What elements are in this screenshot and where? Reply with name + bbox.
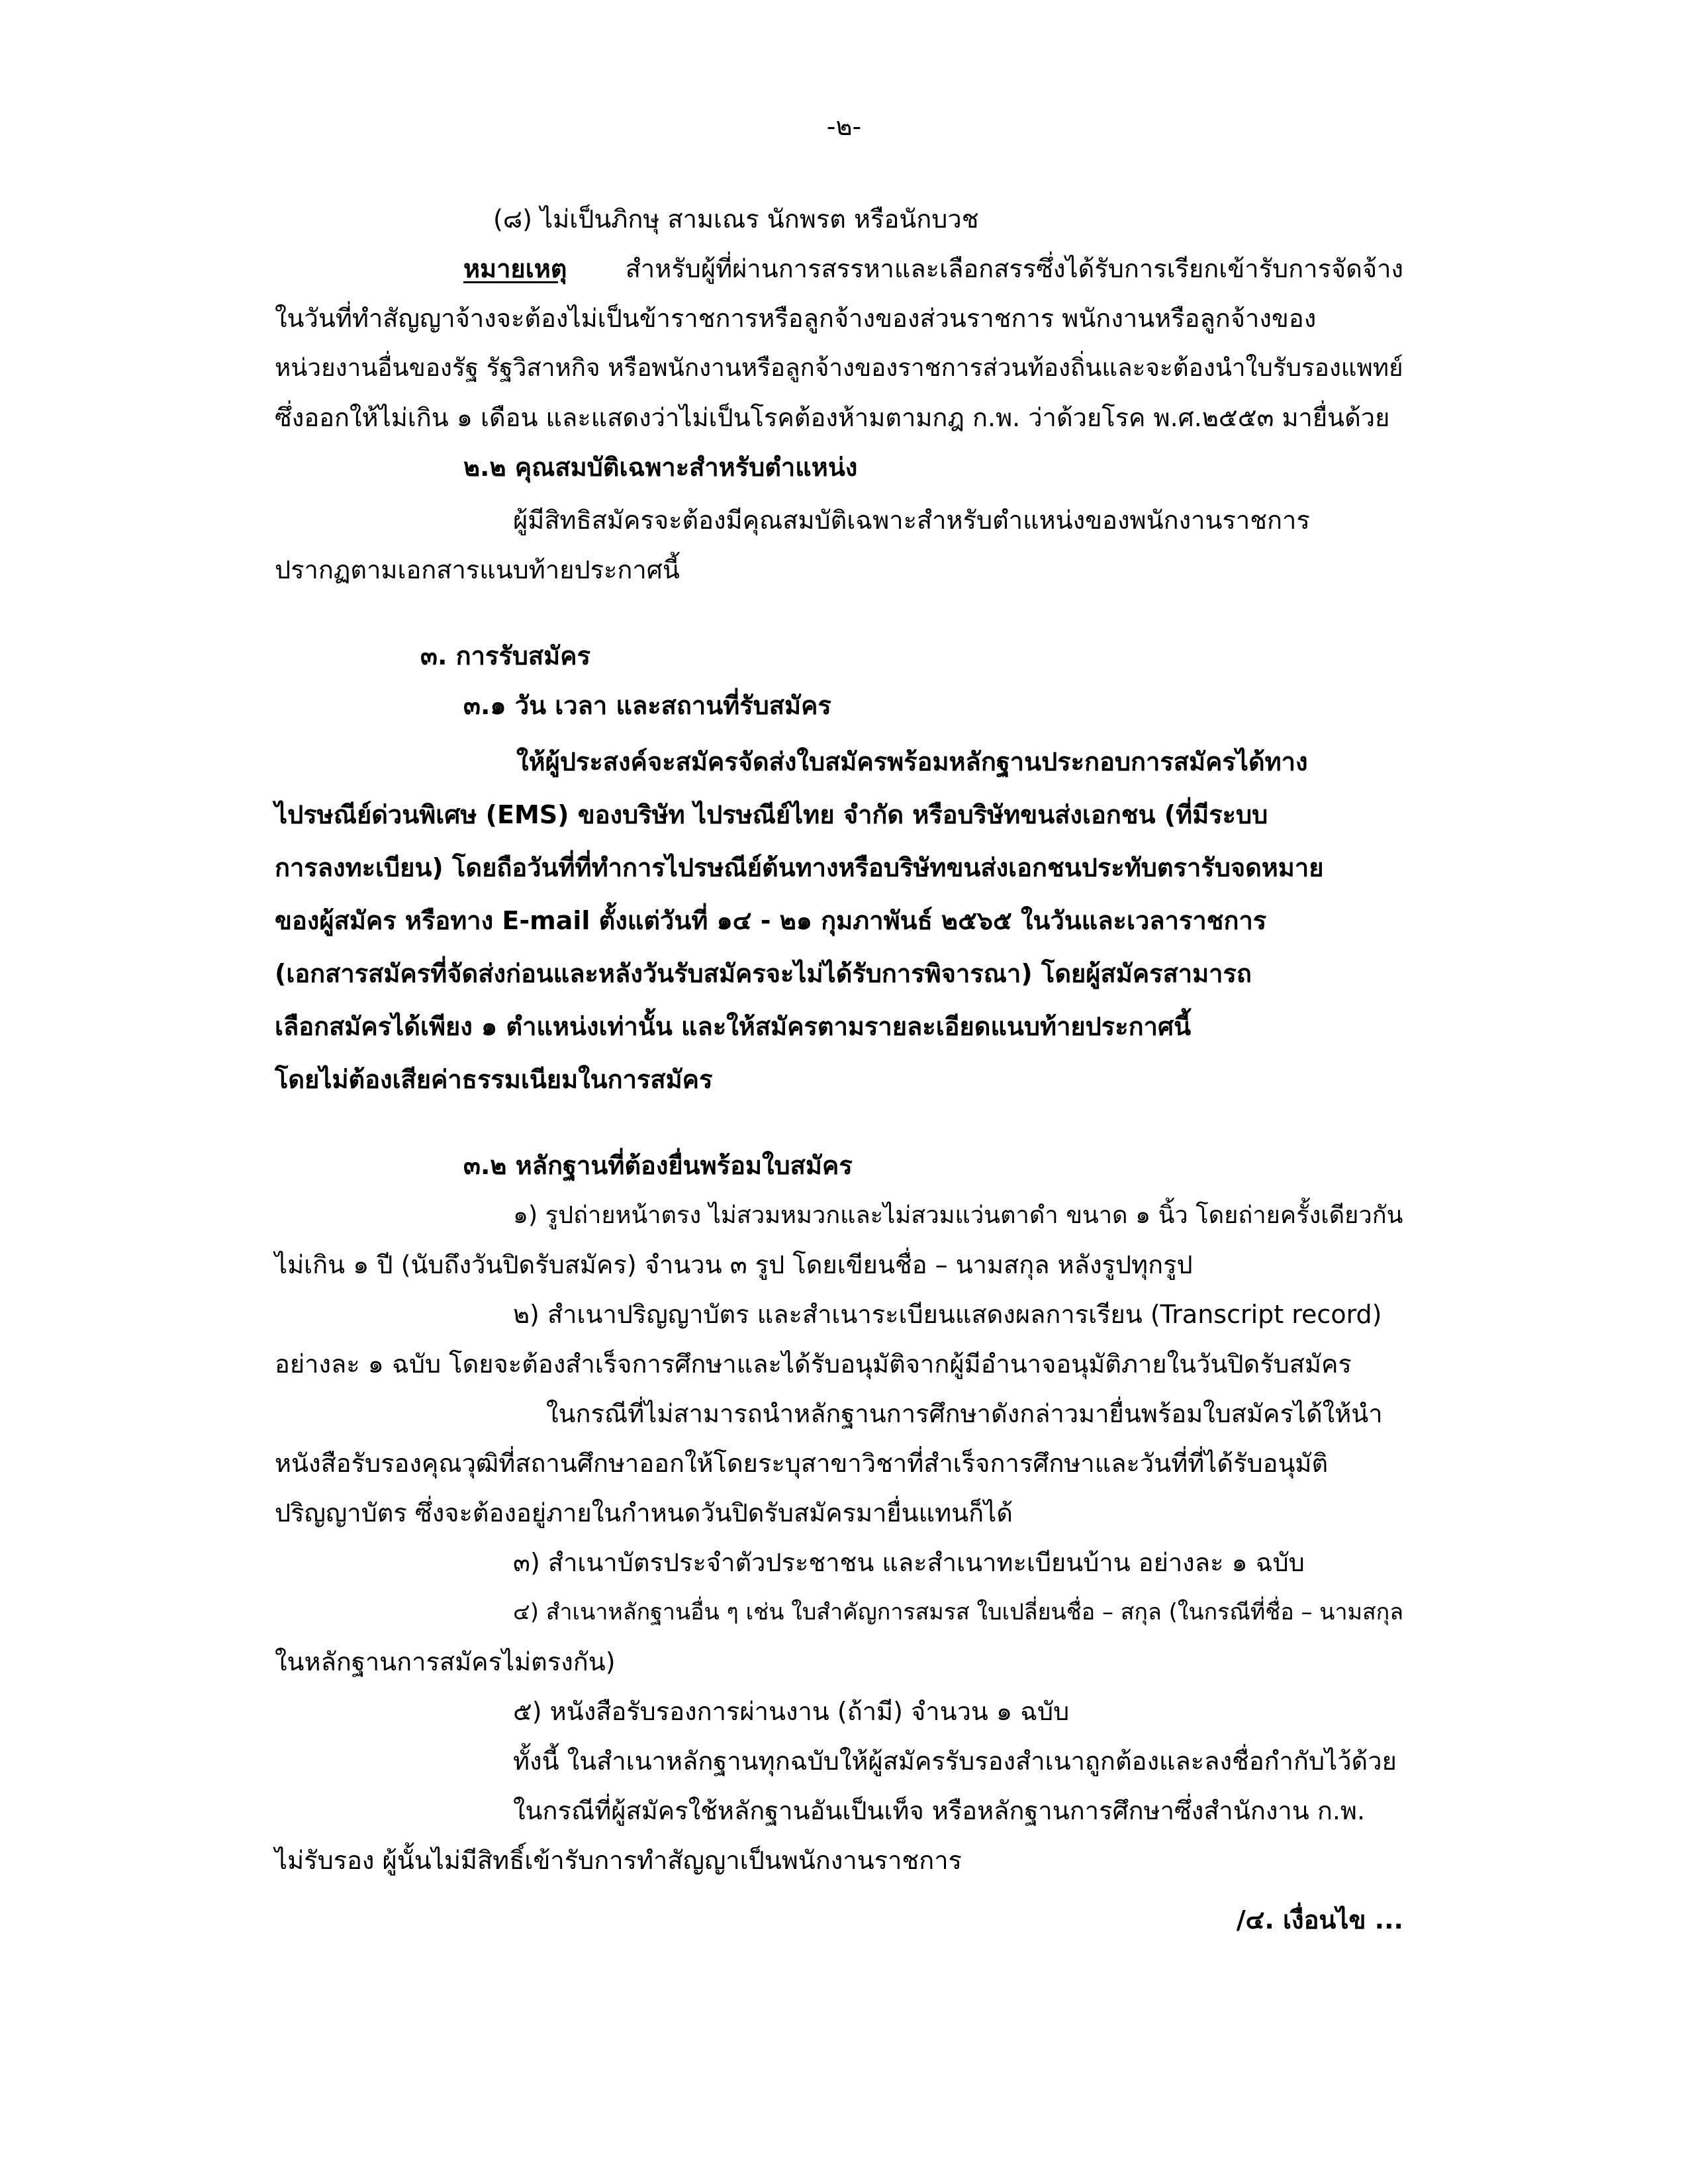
section-3-1-line-7: โดยไม่ต้องเสียค่าธรรมเนียมในการสมัคร [275, 1065, 713, 1094]
doc-item-1-line-2: ไม่เกิน ๑ ปี (นับถึงวันปิดรับสมัคร) จำนวน ๓ รูป โดยเขียนชื่อ – นามสกุล หลังรูปทุกรูป [275, 1250, 1193, 1279]
note-line-3: หน่วยงานอื่นของรัฐ รัฐวิสาหกิจ หรือพนักงานหรือลูกจ้างของราชการส่วนท้องถิ่นและจะต้องนำใบรับรองแพทย์ [275, 353, 1403, 382]
doc-item-3: ๓) สำเนาบัตรประจำตัวประชาชน และสำเนาทะเบียนบ้าน อย่างละ ๑ ฉบับ [513, 1548, 1305, 1577]
doc-item-2-line-5: ปริญญาบัตร ซึ่งจะต้องอยู่ภายในกำหนดวันปิดรับสมัครมายื่นแทนก็ได้ [275, 1498, 1013, 1527]
section-3-1-heading: ๓.๑ วัน เวลา และสถานที่รับสมัคร [463, 691, 831, 720]
doc-item-1-line-1: ๑) รูปถ่ายหน้าตรง ไม่สวมหมวกและไม่สวมแว่นตาดำ ขนาด ๑ นิ้ว โดยถ่ายครั้งเดียวกัน [513, 1201, 1403, 1229]
note-line-2: ในวันที่ทำสัญญาจ้างจะต้องไม่เป็นข้าราชการหรือลูกจ้างของส่วนราชการ พนักงานหรือลูกจ้างของ [275, 304, 1317, 333]
doc-item-2-line-1: ๒) สำเนาปริญญาบัตร และสำเนาระเบียนแสดงผลการเรียน (Transcript record) [513, 1300, 1382, 1329]
doc-item-2-line-4: หนังสือรับรองคุณวุฒิที่สถานศึกษาออกให้โดยระบุสาขาวิชาที่สำเร็จการศึกษาและวันที่ที่ได้รับอนุมัติ [275, 1449, 1329, 1478]
item-8: (๘) ไม่เป็นภิกษุ สามเณร นักพรต หรือนักบวช [493, 205, 979, 234]
note-line-1-text: สำหรับผู้ที่ผ่านการสรรหาและเลือกสรรซึ่งได้รับการเรียกเข้ารับการจัดจ้าง [625, 254, 1403, 283]
section-3-1-line-2: ไปรษณีย์ด่วนพิเศษ (EMS) ของบริษัท ไปรษณีย์ไทย จำกัด หรือบริษัทขนส่งเอกชน (ที่มีระบบ [275, 800, 1268, 829]
section-3-1-line-6: เลือกสมัครได้เพียง ๑ ตำแหน่งเท่านั้น และให้สมัครตามรายละเอียดแนบท้ายประกาศนี้ [275, 1012, 1192, 1041]
note-line-4: ซึ่งออกให้ไม่เกิน ๑ เดือน และแสดงว่าไม่เป็นโรคต้องห้ามตามกฎ ก.พ. ว่าด้วยโรค พ.ศ.๒๕๕๓ มายื่นด้วย [275, 403, 1390, 432]
section-3-1-line-1: ให้ผู้ประสงค์จะสมัครจัดส่งใบสมัครพร้อมหลักฐานประกอบการสมัครได้ทาง [516, 747, 1308, 776]
page-number: -๒- [826, 112, 862, 141]
note-label: หมายเหตุ [463, 254, 567, 283]
certification-note: ทั้งนี้ ในสำเนาหลักฐานทุกฉบับให้ผู้สมัครรับรองสำเนาถูกต้องและลงชื่อกำกับไว้ด้วย [513, 1747, 1397, 1776]
continuation-marker: /๔. เงื่อนไข ... [1236, 1905, 1403, 1934]
note-line-1 [463, 248, 1403, 289]
false-evidence-note-line-2: ไม่รับรอง ผู้นั้นไม่มีสิทธิ์เข้ารับการทำสัญญาเป็นพนักงานราชการ [275, 1846, 962, 1875]
section-3-2-heading: ๓.๒ หลักฐานที่ต้องยื่นพร้อมใบสมัคร [463, 1151, 853, 1180]
doc-item-2-line-2: อย่างละ ๑ ฉบับ โดยจะต้องสำเร็จการศึกษาและได้รับอนุมัติจากผู้มีอำนาจอนุมัติภายในวันปิดรับสมัคร [275, 1349, 1352, 1379]
section-3-1-line-4: ของผู้สมัคร หรือทาง E-mail ตั้งแต่วันที่ ๑๔ - ๒๑ กุมภาพันธ์ ๒๕๖๕ ในวันและเวลาราชการ [275, 906, 1267, 935]
section-3-1-line-3: การลงทะเบียน) โดยถือวันที่ที่ทำการไปรษณีย์ต้นทางหรือบริษัทขนส่งเอกชนประทับตรารับจดหมาย [275, 853, 1324, 882]
doc-item-4-line-2: ในหลักฐานการสมัครไม่ตรงกัน) [275, 1647, 616, 1676]
section-2-2-heading: ๒.๒ คุณสมบัติเฉพาะสำหรับตำแหน่ง [463, 453, 858, 482]
doc-item-4-line-1: ๔) สำเนาหลักฐานอื่น ๆ เช่น ใบสำคัญการสมรส ใบเปลี่ยนชื่อ – สกุล (ในกรณีที่ชื่อ – นามสกุล [513, 1599, 1404, 1625]
doc-item-2-line-3: ในกรณีที่ไม่สามารถนำหลักฐานการศึกษาดังกล่าวมายื่นพร้อมใบสมัครได้ให้นำ [546, 1399, 1383, 1428]
doc-item-5: ๕) หนังสือรับรองการผ่านงาน (ถ้ามี) จำนวน ๑ ฉบับ [513, 1697, 1070, 1726]
section-2-2-line-2: ปรากฏตามเอกสารแนบท้ายประกาศนี้ [275, 555, 680, 584]
section-2-2-line-1: ผู้มีสิทธิสมัครจะต้องมีคุณสมบัติเฉพาะสำหรับตำแหน่งของพนักงานราชการ [513, 506, 1310, 535]
section-3-1-line-5: (เอกสารสมัครที่จัดส่งก่อนและหลังวันรับสมัครจะไม่ได้รับการพิจารณา) โดยผู้สมัครสามารถ [275, 959, 1252, 988]
section-3-heading: ๓. การรับสมัคร [420, 641, 591, 670]
false-evidence-note-line-1: ในกรณีที่ผู้สมัครใช้หลักฐานอันเป็นเท็จ หรือหลักฐานการศึกษาซึ่งสำนักงาน ก.พ. [513, 1796, 1366, 1825]
